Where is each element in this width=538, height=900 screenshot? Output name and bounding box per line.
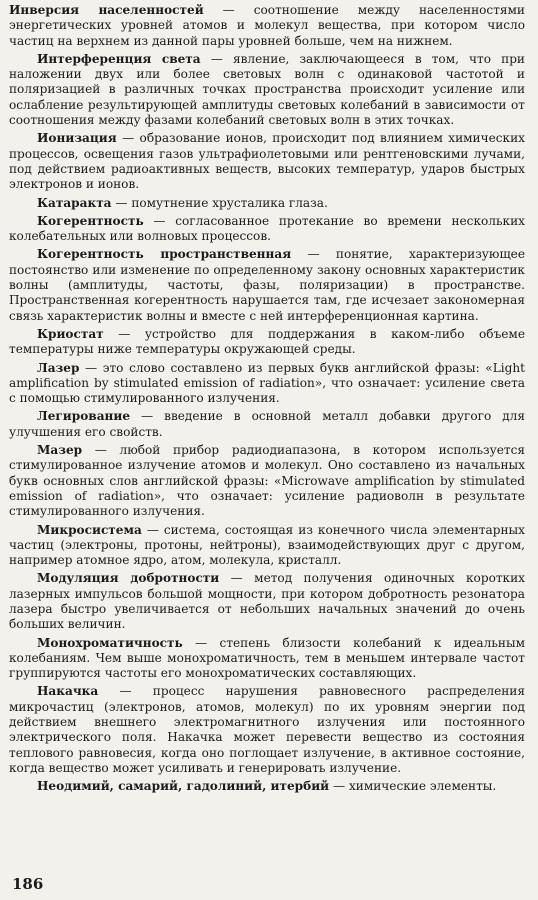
glossary-definition: — понятие, характеризующее постоянство или изменение по определенному закону основных характеристик волны (амплитуды, частоты, фазы, поляризации) в пространстве. Пространственная когерентность нарушается там, где исчезает закономерная связь характеристик волны и вместе с ней интерференционная картина.: [9, 247, 525, 323]
glossary-definition: — явление, заключающееся в том, что при наложении двух или более световых волн с одинаковой частотой и поляризацией в различных точках пространства происходит усиление или ослабление результирующей амплитуды световых колебаний в зависимости от соотношения между фазами колебаний световых волн в этих точках.: [9, 51, 525, 128]
glossary-entry: [9, 361, 525, 407]
glossary-term: Катаракта: [37, 195, 112, 210]
glossary-definition: — помутнение хрусталика глаза.: [111, 195, 328, 210]
glossary-definition: — процесс нарушения равновесного распределения микрочастиц (электронов, атомов, молекул) по их уровням энергии под действием внешнего электромагнитного излучения или постоянного электрического поля. Накачка может перевести вещество из состояния теплового равновесия, когда оно поглощает излучение, в активное состояние, когда вещество может усиливать и генерировать излучение.: [9, 684, 525, 775]
glossary-term: Неодимий, самарий, гадолиний, итербий: [37, 779, 330, 794]
glossary-term: Криостат: [37, 326, 104, 341]
glossary-entry: [9, 327, 525, 358]
glossary-term: Легирование: [37, 409, 131, 424]
glossary-entry: [9, 443, 525, 519]
glossary-entry: [9, 3, 525, 49]
glossary-definition: — соотношение между населенностями энергетических уровней атомов и молекул вещества, при котором число частиц на верхнем из данной пары уровней больше, чем на нижнем.: [9, 3, 525, 48]
glossary-term: Микросистема: [37, 522, 142, 537]
glossary-entry: [9, 131, 525, 192]
glossary-entry: [9, 247, 525, 323]
glossary-entry: [9, 636, 525, 682]
glossary-entry: [9, 52, 525, 128]
glossary-definition: — любой прибор радиодиапазона, в котором используется стимулированное излучение атомов и молекул. Оно составлено из начальных букв основных слов английской фразы: «Microwave amplification by stimulated emission of radiation», что означает: усиление радиоволн в результате стимулированного излучения.: [9, 443, 525, 519]
glossary-term: Модуляция добротности: [37, 571, 220, 586]
glossary-definition: — введение в основной металл добавки другого для улучшения его свойств.: [9, 409, 525, 439]
glossary-term: Лазер: [37, 360, 80, 375]
glossary-definition: — метод получения одиночных коротких лазерных импульсов большой мощности, при котором добротность резонатора лазера быстро увеличивается от небольших начальных значений до очень больших величин.: [9, 571, 525, 632]
glossary-term: Накачка: [37, 684, 99, 699]
glossary-term: Мазер: [37, 443, 83, 458]
glossary-text: [9, 3, 525, 798]
page-number: 186: [12, 875, 44, 893]
glossary-term: Когерентность: [37, 213, 144, 228]
glossary-entry: [9, 684, 525, 776]
glossary-entry: [9, 523, 525, 569]
glossary-term: Когерентность пространственная: [37, 247, 292, 262]
glossary-definition: — система, состоящая из конечного числа элементарных частиц (электроны, протоны, нейтроны), взаимодействующих друг с другом, например атомное ядро, атом, молекула, кристалл.: [9, 522, 525, 568]
glossary-term: Ионизация: [37, 131, 117, 146]
glossary-entry: [9, 779, 525, 794]
glossary-definition: — степень близости колебаний к идеальным колебаниям. Чем выше монохроматичность, тем в меньшем интервале частот группируются частоты его монохроматических составляющих.: [9, 635, 525, 681]
glossary-entry: [9, 409, 525, 440]
glossary-entry: [9, 571, 525, 632]
glossary-definition: — устройство для поддержания в каком-либо объеме температуры ниже температуры окружающей среды.: [9, 326, 525, 357]
glossary-definition: — это слово составлено из первых букв английской фразы: «Light amplification by stimulated emission of radiation», что означает: усиление света с помощью стимулированного излучения.: [9, 360, 525, 406]
glossary-definition: — образование ионов, происходит под влиянием химических процессов, освещения газов ультрафиолетовыми или рентгеновскими лучами, под действием радиоактивных веществ, высоких температур, ударов быстрых электронов и ионов.: [9, 131, 525, 192]
glossary-term: Инверсия населенностей: [9, 3, 204, 17]
glossary-term: Интерференция света: [37, 51, 201, 66]
glossary-definition: — химические элементы.: [329, 779, 497, 794]
glossary-term: Монохроматичность: [37, 635, 183, 650]
glossary-entry: [9, 196, 525, 211]
glossary-definition: — согласованное протекание во времени нескольких колебательных или волновых процессов.: [9, 213, 525, 244]
glossary-entry: [9, 214, 525, 245]
